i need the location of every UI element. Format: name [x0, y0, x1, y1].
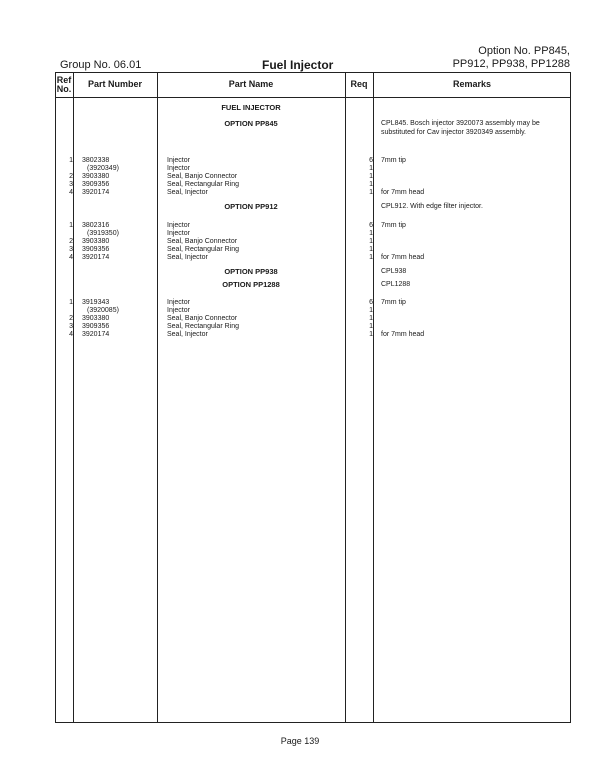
- table-cell-part-number: (3919350): [87, 230, 119, 237]
- table-cell-remark: for 7mm head: [381, 254, 425, 261]
- column-header-part-number: Part Number: [87, 79, 142, 89]
- table-cell-part-number: 3903380: [82, 173, 110, 180]
- header-divider: [55, 97, 571, 98]
- column-header-part-name: Part Name: [228, 79, 274, 89]
- page-number: Page 139: [280, 736, 320, 746]
- table-cell-ref: 2: [69, 238, 73, 245]
- table-cell-part-name: Seal, Rectangular Ring: [167, 323, 239, 330]
- section-title-pp912: OPTION PP912: [224, 202, 278, 211]
- table-cell-ref: 3: [69, 323, 73, 330]
- table-cell-part-number: 3919343: [82, 299, 110, 306]
- table-cell-remark: 7mm tip: [381, 157, 406, 164]
- table-cell-part-name: Seal, Injector: [167, 254, 208, 261]
- column-header-req: Req: [350, 79, 368, 89]
- section-remark-pp938: CPL938: [381, 268, 407, 275]
- table-cell-ref: 4: [69, 189, 73, 196]
- table-cell-remark: 7mm tip: [381, 222, 406, 229]
- column-header-ref: Ref No.: [56, 74, 72, 94]
- table-cell-req: 1: [369, 323, 373, 330]
- table-cell-req: 1: [369, 331, 373, 338]
- table-cell-part-number: 3909356: [82, 323, 110, 330]
- table-cell-ref: 2: [69, 173, 73, 180]
- group-number: Group No. 06.01: [60, 59, 142, 71]
- table-cell-ref: 1: [69, 299, 73, 306]
- table-cell-part-name: Injector: [167, 222, 190, 229]
- table-cell-req: 6: [369, 299, 373, 306]
- table-cell-ref: 3: [69, 246, 73, 253]
- table-cell-part-name: Seal, Rectangular Ring: [167, 246, 239, 253]
- table-cell-req: 1: [369, 230, 373, 237]
- section-title-pp1288: OPTION PP1288: [222, 280, 280, 289]
- table-cell-remark: for 7mm head: [381, 331, 425, 338]
- column-divider: [373, 72, 374, 723]
- table-cell-part-name: Seal, Rectangular Ring: [167, 181, 239, 188]
- table-cell-part-number: 3909356: [82, 181, 110, 188]
- section-remark-pp1288: CPL1288: [381, 281, 411, 288]
- column-divider: [73, 72, 74, 723]
- column-divider: [157, 72, 158, 723]
- table-cell-part-name: Injector: [167, 299, 190, 306]
- table-cell-part-name: Seal, Banjo Connector: [167, 238, 238, 245]
- table-cell-req: 1: [369, 254, 373, 261]
- table-cell-ref: 2: [69, 315, 73, 322]
- table-cell-ref: 1: [69, 222, 73, 229]
- table-cell-part-name: Seal, Injector: [167, 189, 208, 196]
- table-cell-part-name: Seal, Injector: [167, 331, 208, 338]
- table-cell-ref: 4: [69, 254, 73, 261]
- table-cell-part-name: Seal, Banjo Connector: [167, 173, 238, 180]
- table-cell-part-number: 3920174: [82, 189, 110, 196]
- table-cell-part-number: 3903380: [82, 315, 110, 322]
- table-cell-part-number: 3909356: [82, 246, 110, 253]
- table-cell-req: 1: [369, 173, 373, 180]
- table-cell-req: 1: [369, 307, 373, 314]
- table-cell-ref: 4: [69, 331, 73, 338]
- table-cell-part-name: Injector: [167, 230, 190, 237]
- table-cell-part-name: Injector: [167, 157, 190, 164]
- section-title-pp938: OPTION PP938: [224, 267, 278, 276]
- table-cell-part-name: Seal, Banjo Connector: [167, 315, 238, 322]
- table-cell-part-number: 3802316: [82, 222, 110, 229]
- table-cell-req: 6: [369, 222, 373, 229]
- parts-table: [55, 72, 571, 723]
- table-cell-req: 1: [369, 189, 373, 196]
- table-cell-part-number: (3920349): [87, 165, 119, 172]
- section-title-pp845: OPTION PP845: [224, 119, 278, 128]
- page-title: Fuel Injector: [262, 58, 334, 72]
- column-header-remarks: Remarks: [452, 79, 492, 89]
- table-cell-part-number: 3920174: [82, 254, 110, 261]
- table-cell-part-name: Injector: [167, 165, 190, 172]
- table-cell-req: 1: [369, 181, 373, 188]
- section-title-fuel-injector: FUEL INJECTOR: [221, 103, 281, 112]
- option-number-line-2: PP912, PP938, PP1288: [452, 58, 570, 70]
- section-remark-pp845: CPL845. Bosch injector 3920073 assembly may be substituted for Cav injector 3920349 assembly.: [381, 120, 540, 136]
- table-cell-part-name: Injector: [167, 307, 190, 314]
- table-cell-part-number: 3802338: [82, 157, 110, 164]
- table-cell-ref: 1: [69, 157, 73, 164]
- table-cell-req: 1: [369, 246, 373, 253]
- table-cell-req: 1: [369, 165, 373, 172]
- table-cell-part-number: 3903380: [82, 238, 110, 245]
- table-cell-req: 1: [369, 315, 373, 322]
- table-cell-part-number: (3920085): [87, 307, 119, 314]
- table-cell-remark: 7mm tip: [381, 299, 406, 306]
- section-remark-pp912: CPL912. With edge filter injector.: [381, 203, 483, 210]
- table-cell-ref: 3: [69, 181, 73, 188]
- table-cell-remark: for 7mm head: [381, 189, 425, 196]
- table-cell-req: 6: [369, 157, 373, 164]
- option-number-line-1: Option No. PP845,: [478, 45, 570, 57]
- table-cell-part-number: 3920174: [82, 331, 110, 338]
- table-cell-req: 1: [369, 238, 373, 245]
